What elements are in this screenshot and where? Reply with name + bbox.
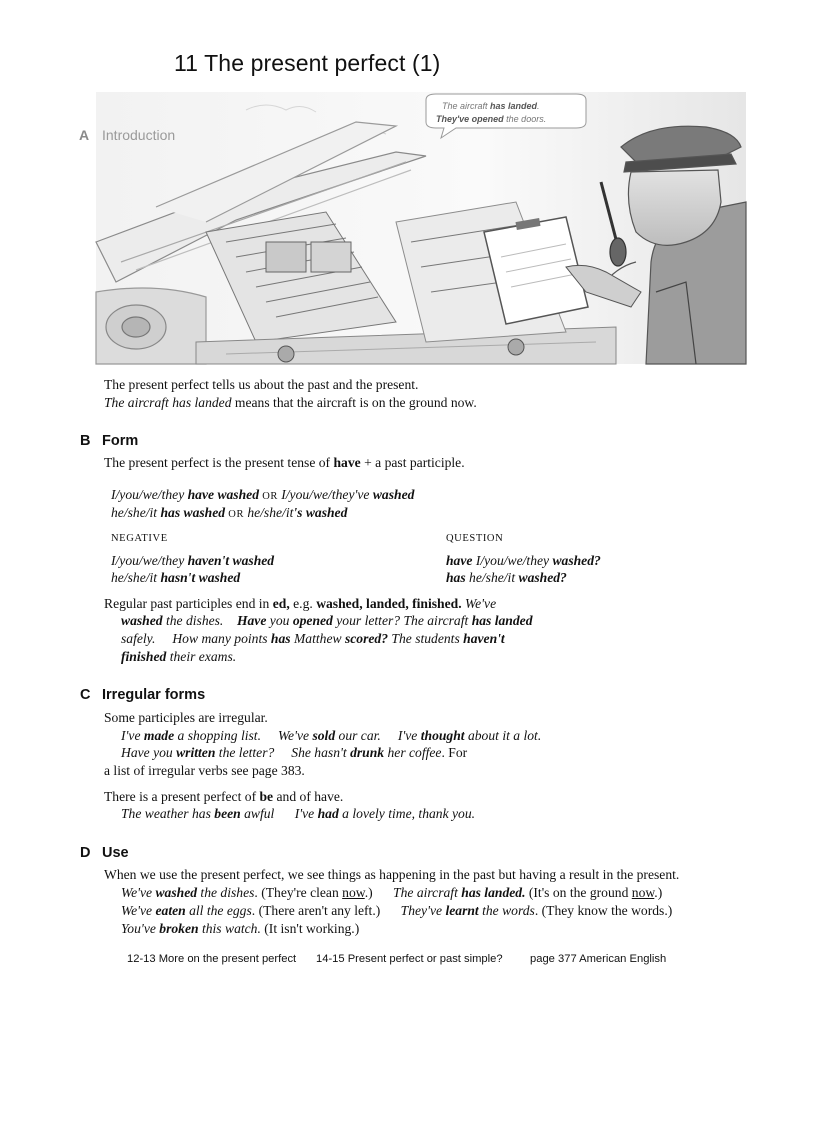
irregular-line-1: Some participles are irregular. [104, 710, 268, 725]
form-intro: The present perfect is the present tense of have + a past participle. [104, 455, 465, 470]
irregular-line-4: a list of irregular verbs see page 383. [104, 763, 305, 778]
use-line-1: When we use the present perfect, we see things as happening in the past but having a result in the present. [104, 867, 680, 882]
question-form-line-2: has he/she/it washed? [446, 570, 567, 585]
section-a-line-1: The present perfect tells us about the past and the present. [104, 377, 419, 392]
negative-label: NEGATIVE [111, 533, 168, 544]
irregular-line-2: I've made a shopping list. We've sold our car. I've thought about it a lot. [121, 728, 542, 743]
irregular-line-3: Have you written the letter? She hasn't drunk her coffee. For [121, 745, 468, 760]
footer-ref-american-english[interactable]: page 377 American English [530, 953, 667, 965]
question-form-line-1: have I/you/we/they washed? [446, 553, 601, 568]
section-b-heading: B Form [80, 433, 139, 449]
negative-form-line-1: I/you/we/they haven't washed [111, 553, 275, 568]
regular-participles-line-3: safely. How many points has Matthew scored? The students haven't [121, 631, 505, 646]
footer-ref-past-simple[interactable]: 14-15 Present perfect or past simple? [316, 953, 503, 965]
negative-form-line-2: he/she/it hasn't washed [111, 570, 241, 585]
regular-participles-line-4: finished their exams. [121, 649, 237, 664]
section-a-letter: A [79, 127, 90, 143]
question-label: QUESTION [446, 533, 504, 544]
positive-form-line-1: I/you/we/they have washed OR I/you/we/they've washed [111, 487, 415, 502]
use-line-4: You've broken this watch. (It isn't working.) [121, 921, 360, 936]
regular-participles-line-1: Regular past participles end in ed, e.g. washed, landed, finished. We've [104, 596, 497, 611]
section-a-title: Introduction [102, 127, 176, 143]
irregular-line-5: There is a present perfect of be and of have. [104, 789, 344, 804]
section-a-line-2: The aircraft has landed means that the aircraft is on the ground now. [104, 395, 477, 410]
page-title: 11 The present perfect (1) [174, 50, 441, 76]
bubble-line-1: The aircraft has landed. [442, 101, 540, 111]
section-c-heading: C Irregular forms [80, 687, 206, 703]
regular-participles-line-2: washed the dishes. Have you opened your letter? The aircraft has landed [121, 613, 533, 628]
bubble-line-2: They've opened the doors. [436, 114, 547, 124]
use-line-3: We've eaten all the eggs. (There aren't any left.) They've learnt the words. (They know the words.) [121, 903, 673, 918]
irregular-line-6: The weather has been awful I've had a lovely time, thank you. [121, 806, 476, 821]
positive-form-line-2: he/she/it has washed OR he/she/it's washed [111, 505, 348, 520]
airport-illustration [79, 92, 746, 364]
section-d-heading: D Use [80, 845, 129, 861]
use-line-2: We've washed the dishes. (They're clean now.) The aircraft has landed. (It's on the ground now.) [121, 885, 663, 900]
footer-ref-present-perfect[interactable]: 12-13 More on the present perfect [127, 953, 297, 965]
